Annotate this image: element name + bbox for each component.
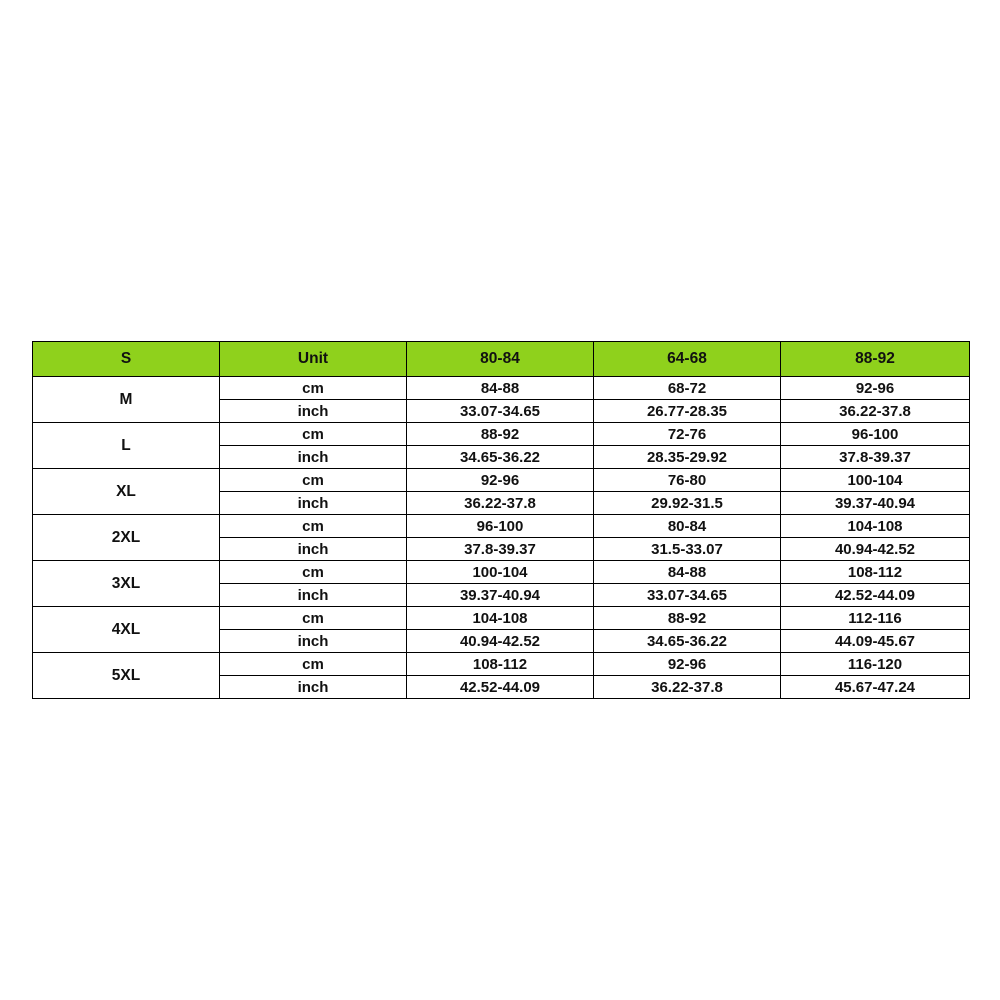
unit-cell: cm [220,515,407,538]
size-label-cell: 5XL [33,653,220,699]
header-cell-unit: Unit [220,342,407,377]
value-cell: 68-72 [594,377,781,400]
unit-cell: cm [220,377,407,400]
value-cell: 40.94-42.52 [781,538,970,561]
table-row [33,423,970,446]
value-cell: 96-100 [407,515,594,538]
size-label-cell: 3XL [33,561,220,607]
unit-cell: inch [220,630,407,653]
value-cell: 37.8-39.37 [781,446,970,469]
size-label-cell: 2XL [33,515,220,561]
table-row [33,515,970,538]
value-cell: 92-96 [594,653,781,676]
value-cell: 31.5-33.07 [594,538,781,561]
value-cell: 76-80 [594,469,781,492]
unit-cell: inch [220,584,407,607]
value-cell: 34.65-36.22 [407,446,594,469]
unit-cell: inch [220,492,407,515]
value-cell: 88-92 [407,423,594,446]
value-cell: 112-116 [781,607,970,630]
value-cell: 92-96 [407,469,594,492]
value-cell: 34.65-36.22 [594,630,781,653]
value-cell: 33.07-34.65 [594,584,781,607]
size-label-cell: XL [33,469,220,515]
value-cell: 104-108 [407,607,594,630]
value-cell: 36.22-37.8 [781,400,970,423]
unit-cell: cm [220,469,407,492]
value-cell: 72-76 [594,423,781,446]
unit-cell: inch [220,400,407,423]
header-row [33,342,970,377]
size-chart-table [32,341,970,699]
value-cell: 84-88 [594,561,781,584]
header-cell-col2: 64-68 [594,342,781,377]
header-cell-col3: 88-92 [781,342,970,377]
unit-cell: cm [220,607,407,630]
unit-cell: inch [220,676,407,699]
header-cell-size: S [33,342,220,377]
size-label-cell: L [33,423,220,469]
value-cell: 39.37-40.94 [407,584,594,607]
table-row [33,377,970,400]
value-cell: 96-100 [781,423,970,446]
unit-cell: inch [220,446,407,469]
value-cell: 116-120 [781,653,970,676]
unit-cell: cm [220,653,407,676]
value-cell: 108-112 [781,561,970,584]
size-label-cell: M [33,377,220,423]
table-row [33,561,970,584]
value-cell: 42.52-44.09 [781,584,970,607]
value-cell: 44.09-45.67 [781,630,970,653]
value-cell: 108-112 [407,653,594,676]
size-chart-body [33,342,970,699]
value-cell: 36.22-37.8 [407,492,594,515]
value-cell: 100-104 [781,469,970,492]
value-cell: 88-92 [594,607,781,630]
value-cell: 100-104 [407,561,594,584]
value-cell: 40.94-42.52 [407,630,594,653]
value-cell: 92-96 [781,377,970,400]
value-cell: 33.07-34.65 [407,400,594,423]
table-row [33,469,970,492]
value-cell: 39.37-40.94 [781,492,970,515]
value-cell: 84-88 [407,377,594,400]
value-cell: 42.52-44.09 [407,676,594,699]
unit-cell: cm [220,561,407,584]
value-cell: 104-108 [781,515,970,538]
value-cell: 29.92-31.5 [594,492,781,515]
value-cell: 28.35-29.92 [594,446,781,469]
table-row [33,607,970,630]
value-cell: 26.77-28.35 [594,400,781,423]
value-cell: 37.8-39.37 [407,538,594,561]
unit-cell: cm [220,423,407,446]
unit-cell: inch [220,538,407,561]
value-cell: 80-84 [594,515,781,538]
value-cell: 45.67-47.24 [781,676,970,699]
size-label-cell: 4XL [33,607,220,653]
header-cell-col1: 80-84 [407,342,594,377]
value-cell: 36.22-37.8 [594,676,781,699]
table-row [33,653,970,676]
